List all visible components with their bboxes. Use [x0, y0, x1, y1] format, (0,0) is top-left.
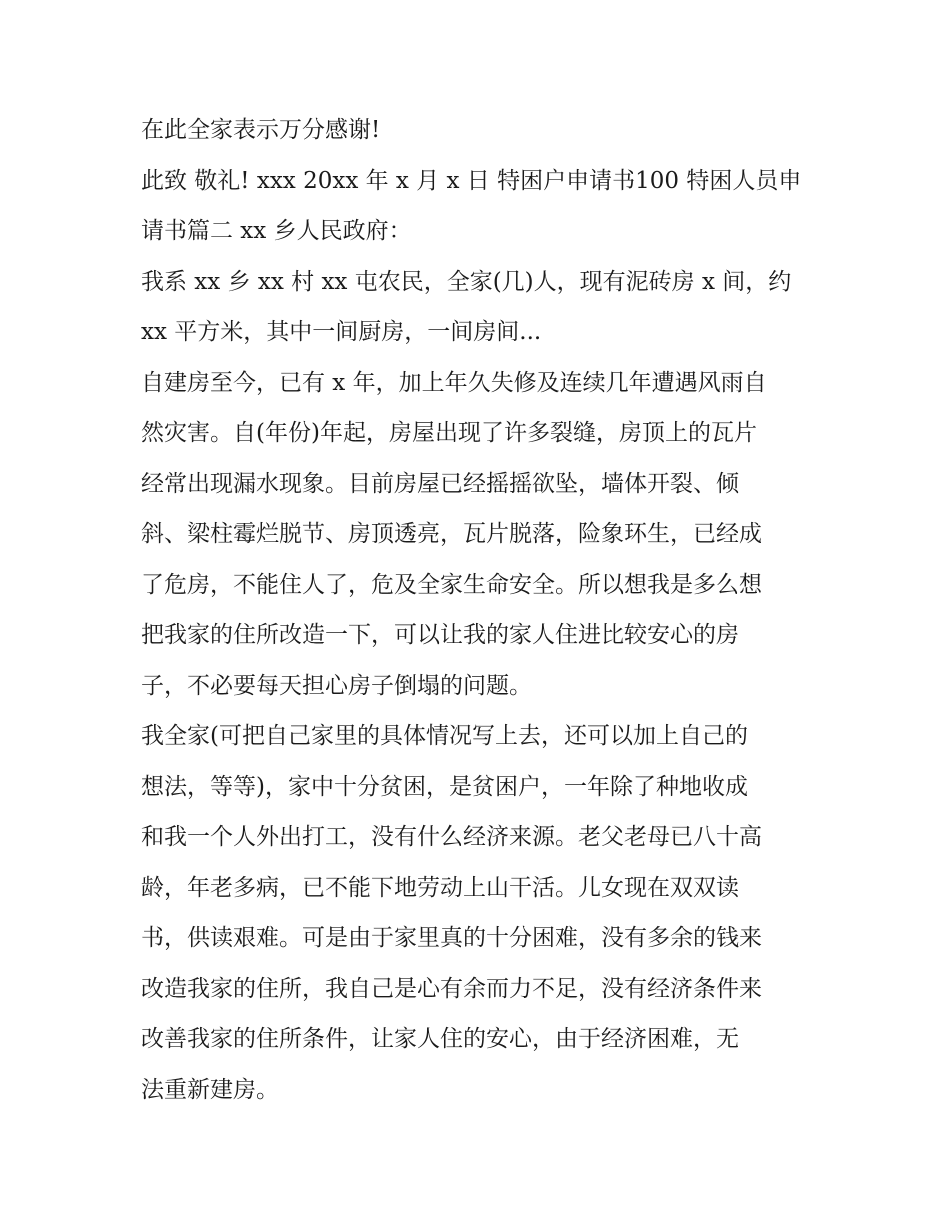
text-line: 改善我家的住所条件，让家人住的安心，由于经济困难，无 [141, 1026, 739, 1052]
text-line: 龄，年老多病，已不能下地劳动上山干活。儿女现在双双读 [141, 874, 739, 901]
text-line: 我系 xx 乡 xx 村 xx 屯农民，全家(几)人，现有泥砖房 x 间，约 [141, 268, 792, 295]
text-line: 书，供读艰难。可是由于家里真的十分困难，没有多余的钱来 [141, 925, 762, 951]
text-line: 此致 敬礼! xxx 20xx 年 x 月 x 日 特困户申请书100 特困人员申 [141, 167, 802, 194]
text-line: 然灾害。自(年份)年起，房屋出现了许多裂缝，房顶上的瓦片 [141, 420, 757, 446]
text-line: 法重新建房。 [141, 1076, 279, 1103]
document-body [141, 109, 813, 1119]
text-line: xx 平方米，其中一间厨房，一间房间... [141, 319, 542, 345]
text-line: 斜、梁柱霉烂脱节、房顶透亮，瓦片脱落，险象环生，已经成 [141, 521, 762, 547]
text-line: 和我一个人外出打工，没有什么经济来源。老父老母已八十高 [141, 824, 762, 850]
text-line: 想法，等等)，家中十分贫困，是贫困户，一年除了种地收成 [141, 773, 748, 800]
text-line: 在此全家表示万分感谢! [141, 117, 381, 143]
text-line: 请书篇二 xx 乡人民政府： [141, 218, 412, 244]
text-line: 了危房，不能住人了，危及全家生命安全。所以想我是多么想 [141, 571, 762, 598]
text-line: 经常出现漏水现象。目前房屋已经摇摇欲坠，墙体开裂、倾 [141, 470, 739, 497]
text-line: 子，不必要每天担心房子倒塌的问题。 [141, 672, 532, 699]
text-line: 改造我家的住所，我自己是心有余而力不足，没有经济条件来 [141, 975, 762, 1002]
text-line: 自建房至今，已有 x 年，加上年久失修及连续几年遭遇风雨自 [141, 369, 767, 396]
text-line: 我全家(可把自己家里的具体情况写上去，还可以加上自己的 [141, 723, 748, 749]
text-line: 把我家的住所改造一下，可以让我的家人住进比较安心的房 [141, 622, 739, 648]
